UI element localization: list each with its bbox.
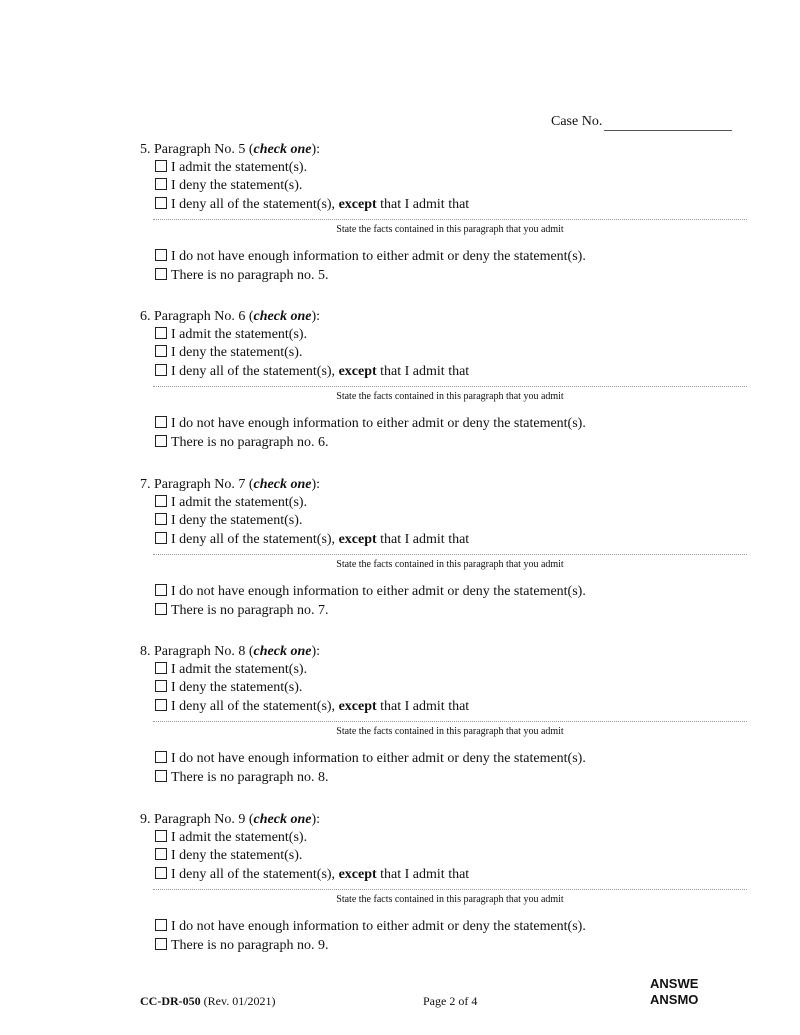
admit-checkbox[interactable] <box>155 662 167 674</box>
option-not-enough <box>155 416 586 432</box>
not-enough-label: I do not have enough information to either admit or deny the statement(s). <box>171 584 586 599</box>
deny-label: I deny the statement(s). <box>171 680 303 695</box>
no-paragraph-label: There is no paragraph no. 6. <box>171 435 329 450</box>
not-enough-label: I do not have enough information to either admit or deny the statement(s). <box>171 919 586 934</box>
deny-except-label: I deny all of the statement(s), <box>171 197 339 212</box>
option-admit <box>155 495 307 511</box>
option-not-enough <box>155 249 586 265</box>
title-prefix: 7. Paragraph No. 7 ( <box>140 477 254 492</box>
deny-except-label: I deny all of the statement(s), <box>171 364 339 379</box>
not-enough-checkbox[interactable] <box>155 919 167 931</box>
form-abbreviation-line-2: ANSMO <box>650 992 699 1007</box>
no-paragraph-label: There is no paragraph no. 5. <box>171 268 329 283</box>
option-deny <box>155 680 302 696</box>
check-one-label: check one <box>253 644 312 659</box>
admitted-facts-field[interactable] <box>153 721 747 722</box>
admitted-facts-hint: State the facts contained in this paragraph that you admit <box>336 894 564 905</box>
paragraph-title <box>140 644 320 660</box>
deny-except-tail: that I admit that <box>376 197 470 212</box>
no-paragraph-label: There is no paragraph no. 8. <box>171 770 329 785</box>
admitted-facts-field[interactable] <box>153 386 747 387</box>
page-number: Page 2 of 4 <box>423 994 478 1008</box>
title-suffix: ): <box>311 477 321 492</box>
admit-label: I admit the statement(s). <box>171 495 308 510</box>
deny-except-tail: that I admit that <box>376 699 470 714</box>
admit-checkbox[interactable] <box>155 830 167 842</box>
form-abbreviation-line-1: ANSWE <box>650 976 699 991</box>
option-deny-except <box>155 699 469 715</box>
option-no-paragraph <box>155 603 328 619</box>
except-word: except <box>338 532 377 547</box>
option-not-enough <box>155 751 586 767</box>
deny-except-checkbox[interactable] <box>155 532 167 544</box>
not-enough-checkbox[interactable] <box>155 416 167 428</box>
form-abbreviation <box>650 976 698 1008</box>
no-paragraph-checkbox[interactable] <box>155 268 167 280</box>
case-number-field[interactable] <box>604 114 732 131</box>
deny-except-label: I deny all of the statement(s), <box>171 699 339 714</box>
deny-except-tail: that I admit that <box>376 364 470 379</box>
no-paragraph-checkbox[interactable] <box>155 938 167 950</box>
not-enough-checkbox[interactable] <box>155 249 167 261</box>
admit-label: I admit the statement(s). <box>171 160 308 175</box>
title-suffix: ): <box>311 142 321 157</box>
admitted-facts-field[interactable] <box>153 554 747 555</box>
option-deny <box>155 848 302 864</box>
not-enough-label: I do not have enough information to either admit or deny the statement(s). <box>171 249 586 264</box>
deny-checkbox[interactable] <box>155 345 167 357</box>
option-deny <box>155 345 302 361</box>
not-enough-label: I do not have enough information to either admit or deny the statement(s). <box>171 416 586 431</box>
admitted-facts-hint: State the facts contained in this paragraph that you admit <box>336 559 564 570</box>
option-deny-except <box>155 532 469 548</box>
paragraph-title <box>140 477 320 493</box>
deny-label: I deny the statement(s). <box>171 345 303 360</box>
admit-checkbox[interactable] <box>155 160 167 172</box>
check-one-label: check one <box>253 477 312 492</box>
option-deny-except <box>155 364 469 380</box>
option-admit <box>155 830 307 846</box>
option-deny-except <box>155 867 469 883</box>
deny-except-tail: that I admit that <box>376 532 470 547</box>
deny-label: I deny the statement(s). <box>171 178 303 193</box>
except-word: except <box>338 867 377 882</box>
except-word: except <box>338 197 377 212</box>
form-code-id: CC-DR-050 <box>140 994 201 1008</box>
deny-except-checkbox[interactable] <box>155 197 167 209</box>
check-one-label: check one <box>253 142 312 157</box>
paragraph-title <box>140 142 320 158</box>
admit-checkbox[interactable] <box>155 327 167 339</box>
admitted-facts-hint: State the facts contained in this paragraph that you admit <box>336 224 564 235</box>
not-enough-checkbox[interactable] <box>155 751 167 763</box>
title-prefix: 5. Paragraph No. 5 ( <box>140 142 254 157</box>
admit-label: I admit the statement(s). <box>171 327 308 342</box>
option-no-paragraph <box>155 435 328 451</box>
admitted-facts-field[interactable] <box>153 889 747 890</box>
deny-checkbox[interactable] <box>155 513 167 525</box>
except-word: except <box>338 364 377 379</box>
option-admit <box>155 327 307 343</box>
case-number-label: Case No. <box>551 114 603 129</box>
deny-checkbox[interactable] <box>155 680 167 692</box>
title-prefix: 8. Paragraph No. 8 ( <box>140 644 254 659</box>
option-not-enough <box>155 919 586 935</box>
admitted-facts-hint: State the facts contained in this paragraph that you admit <box>336 726 564 737</box>
title-suffix: ): <box>311 309 321 324</box>
except-word: except <box>338 699 377 714</box>
not-enough-label: I do not have enough information to either admit or deny the statement(s). <box>171 751 586 766</box>
no-paragraph-checkbox[interactable] <box>155 435 167 447</box>
deny-except-checkbox[interactable] <box>155 699 167 711</box>
deny-checkbox[interactable] <box>155 848 167 860</box>
deny-checkbox[interactable] <box>155 178 167 190</box>
deny-except-checkbox[interactable] <box>155 364 167 376</box>
no-paragraph-label: There is no paragraph no. 9. <box>171 938 329 953</box>
option-admit <box>155 160 307 176</box>
option-admit <box>155 662 307 678</box>
option-deny-except <box>155 197 469 213</box>
option-deny <box>155 513 302 529</box>
no-paragraph-checkbox[interactable] <box>155 603 167 615</box>
title-prefix: 9. Paragraph No. 9 ( <box>140 812 254 827</box>
option-no-paragraph <box>155 938 328 954</box>
deny-except-label: I deny all of the statement(s), <box>171 867 339 882</box>
deny-except-checkbox[interactable] <box>155 867 167 879</box>
admit-label: I admit the statement(s). <box>171 662 308 677</box>
option-deny <box>155 178 302 194</box>
admitted-facts-field[interactable] <box>153 219 747 220</box>
paragraph-title <box>140 309 320 325</box>
title-suffix: ): <box>311 812 321 827</box>
form-revision: (Rev. 01/2021) <box>200 994 276 1008</box>
form-code <box>140 994 276 1009</box>
deny-label: I deny the statement(s). <box>171 848 303 863</box>
admitted-facts-hint: State the facts contained in this paragraph that you admit <box>336 391 564 402</box>
deny-except-tail: that I admit that <box>376 867 470 882</box>
not-enough-checkbox[interactable] <box>155 584 167 596</box>
no-paragraph-checkbox[interactable] <box>155 770 167 782</box>
option-no-paragraph <box>155 770 328 786</box>
admit-label: I admit the statement(s). <box>171 830 308 845</box>
check-one-label: check one <box>253 812 312 827</box>
title-suffix: ): <box>311 644 321 659</box>
deny-except-label: I deny all of the statement(s), <box>171 532 339 547</box>
check-one-label: check one <box>253 309 312 324</box>
paragraph-title <box>140 812 320 828</box>
option-not-enough <box>155 584 586 600</box>
option-no-paragraph <box>155 268 328 284</box>
no-paragraph-label: There is no paragraph no. 7. <box>171 603 329 618</box>
title-prefix: 6. Paragraph No. 6 ( <box>140 309 254 324</box>
case-number <box>551 114 732 131</box>
deny-label: I deny the statement(s). <box>171 513 303 528</box>
admit-checkbox[interactable] <box>155 495 167 507</box>
